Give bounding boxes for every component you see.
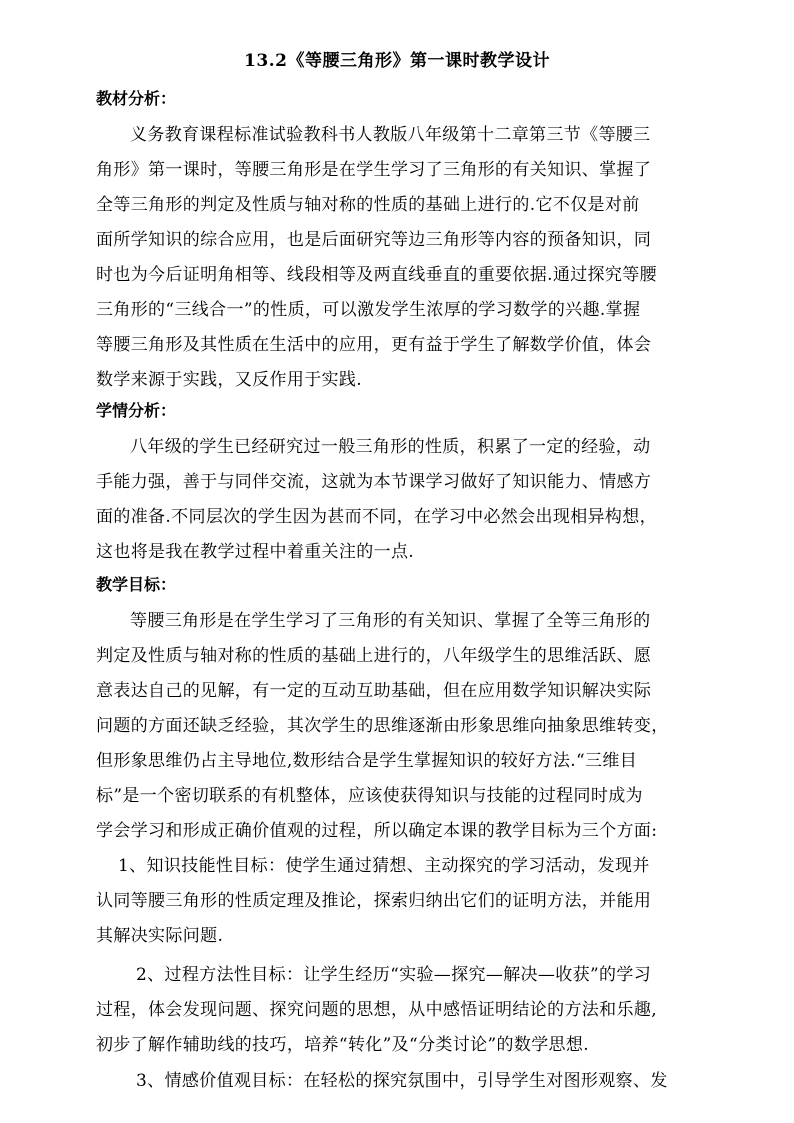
paragraph-line: 问题的方面还缺乏经验，其次学生的思维逐渐由形象思维向抽象思维转变，	[96, 716, 669, 736]
paragraph-line: 等腰三角形及其性质在生活中的应用，更有益于学生了解数学价值，体会	[96, 335, 652, 355]
paragraph-line: 判定及性质与轴对称的性质的基础上进行的，八年级学生的思维活跃、愿	[96, 646, 652, 666]
paragraph-line: 手能力强，善于与同伴交流，这就为本节课学习做好了知识能力、情感方	[96, 472, 652, 492]
paragraph-line: 这也将是我在教学过程中着重关注的一点.	[96, 542, 415, 562]
paragraph-line: 八年级的学生已经研究过一般三角形的性质，积累了一定的经验，动	[130, 437, 651, 457]
objective-item-2: 2、过程方法性目标：让学生经历“实验—探究—解决—收获”的学习	[136, 965, 652, 985]
paragraph-line: 全等三角形的判定及性质与轴对称的性质的基础上进行的.它不仅是对前	[96, 195, 640, 215]
objective-item-3: 3、情感价值观目标：在轻松的探究氛围中，引导学生对图形观察、发	[136, 1071, 668, 1091]
paragraph-line: 时也为今后证明角相等、线段相等及两直线垂直的重要依据.通过探究等腰	[96, 265, 657, 285]
paragraph-line: 数学来源于实践，又反作用于实践.	[96, 370, 363, 390]
section-heading-objectives: 教学目标：	[96, 575, 177, 594]
paragraph-line: 三角形的“三线合一”的性质，可以激发学生浓厚的学习数学的兴趣.掌握	[96, 300, 641, 320]
document-title: 13.2《等腰三角形》第一课时教学设计	[244, 51, 550, 71]
objective-item-1: 1、知识技能性目标：使学生通过猜想、主动探究的学习活动，发现并	[118, 856, 650, 876]
paragraph-line: 但形象思维仍占主导地位,数形结合是学生掌握知识的较好方法.“三维目	[96, 751, 638, 771]
paragraph-line: 角形》第一课时，等腰三角形是在学生学习了三角形的有关知识、掌握了	[96, 160, 652, 180]
paragraph-line: 过程，体会发现问题、探究问题的思想，从中感悟证明结论的方法和乐趣,	[96, 1000, 657, 1020]
paragraph-line: 学会学习和形成正确价值观的过程，所以确定本课的教学目标为三个方面:	[96, 821, 658, 841]
paragraph-line: 意表达自己的见解，有一定的互动互助基础，但在应用数学知识解决实际	[96, 681, 652, 701]
paragraph-line: 标”是一个密切联系的有机整体，应该使获得知识与技能的过程同时成为	[96, 786, 643, 806]
paragraph-line: 等腰三角形是在学生学习了三角形的有关知识、掌握了全等三角形的	[130, 611, 651, 631]
paragraph-line: 义务教育课程标准试验教科书人教版八年级第十二章第三节《等腰三	[130, 125, 651, 145]
paragraph-line: 初步了解作辅助线的技巧，培养“转化”及“分类讨论”的数学思想.	[96, 1035, 590, 1055]
section-heading-textbook: 教材分析：	[96, 89, 177, 108]
paragraph-line: 面的准备.不同层次的学生因为甚而不同，在学习中必然会出现相异构想，	[96, 507, 657, 527]
paragraph-line: 认同等腰三角形的性质定理及推论，探索归纳出它们的证明方法，并能用	[96, 891, 652, 911]
paragraph-line: 其解决实际问题.	[96, 926, 224, 946]
section-heading-students: 学情分析：	[96, 401, 177, 420]
paragraph-line: 面所学知识的综合应用，也是后面研究等边三角形等内容的预备知识，同	[96, 230, 652, 250]
